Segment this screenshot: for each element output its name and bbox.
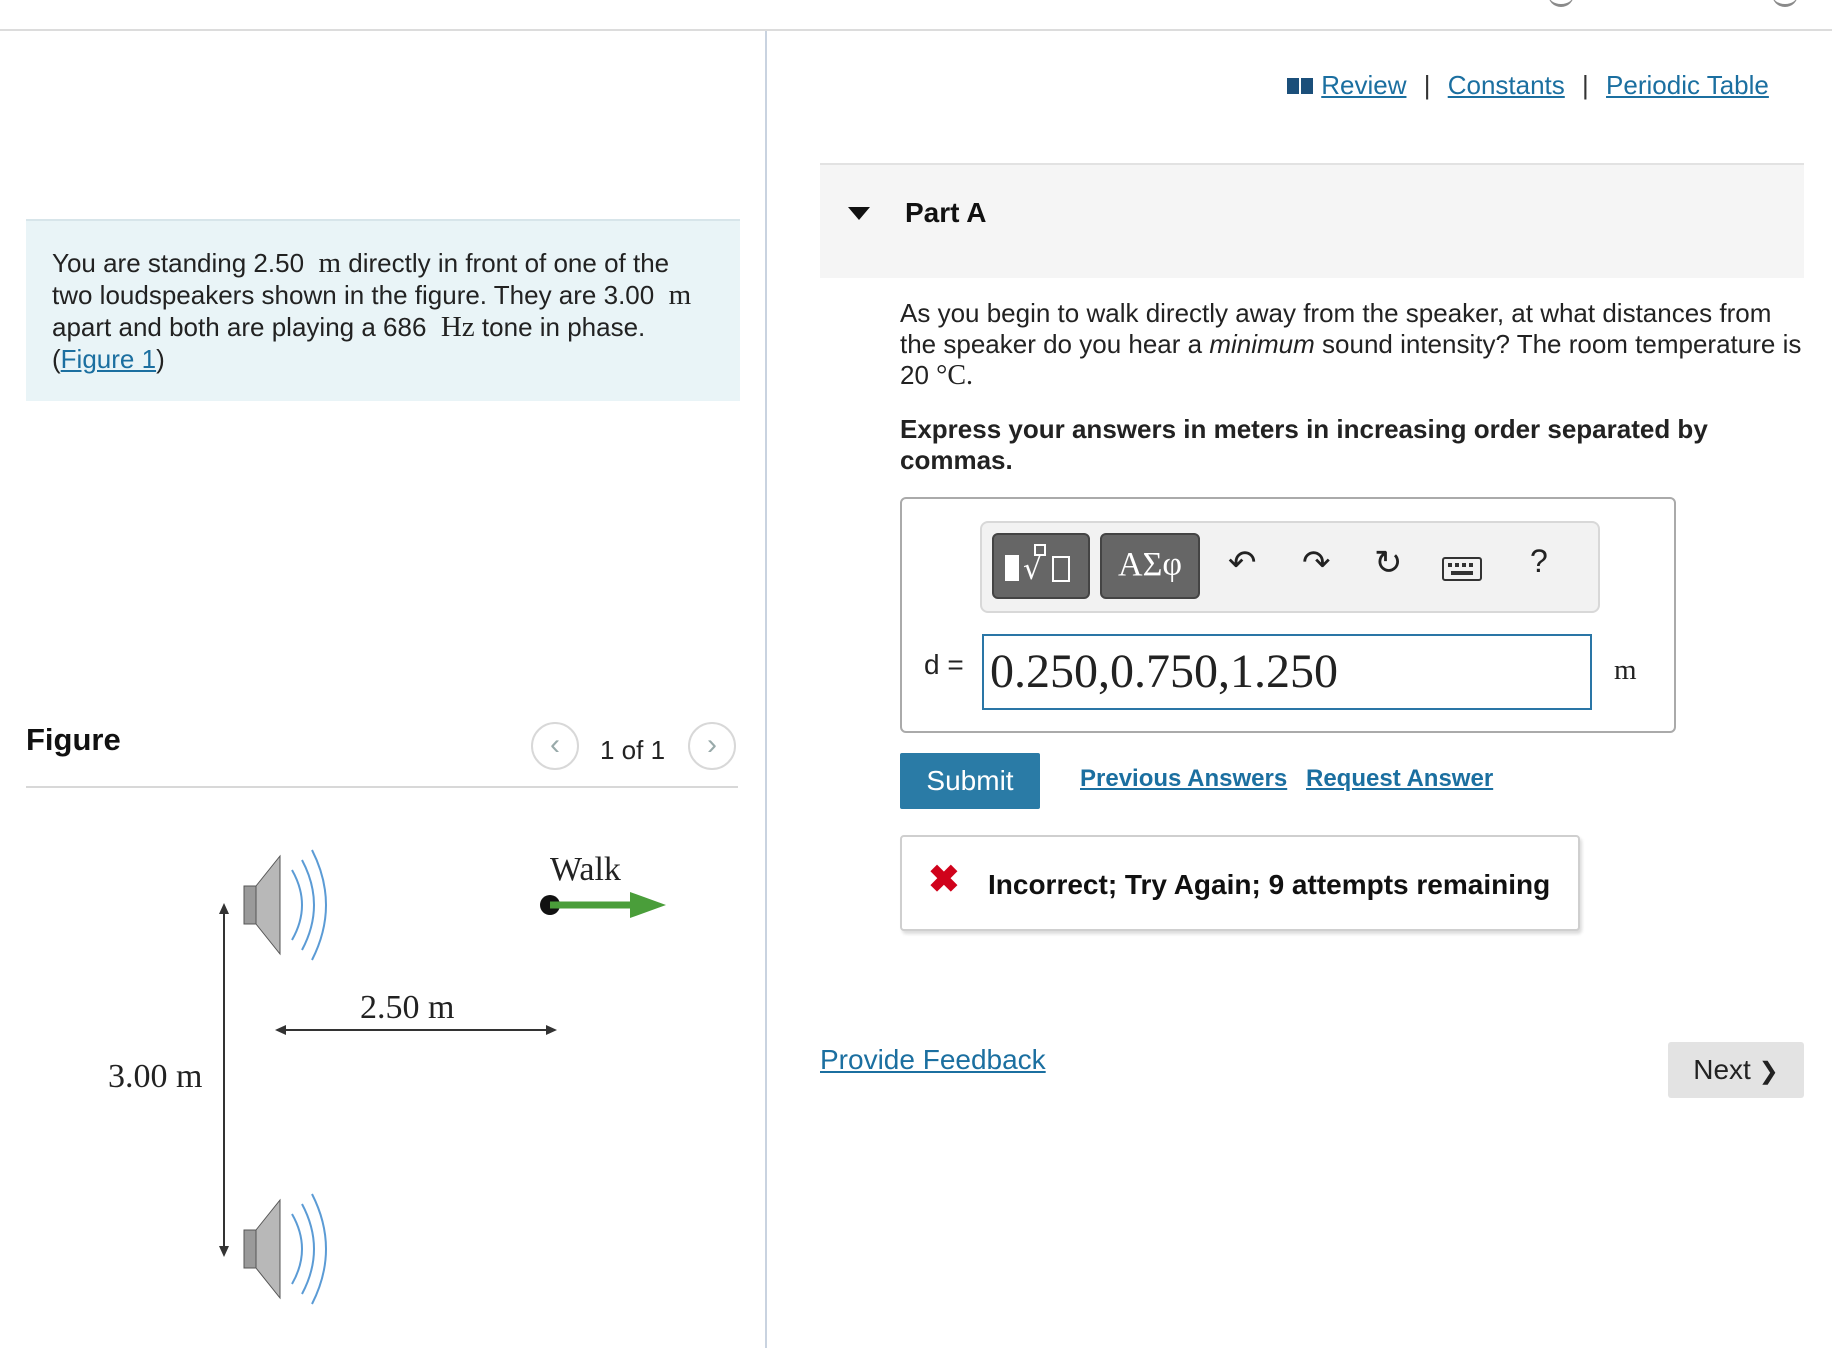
figure-link[interactable]: Figure 1 [60,344,157,374]
arrowhead [546,1025,557,1035]
figure-heading: Figure [26,722,121,757]
link-separator: | [1582,70,1589,100]
unit-hertz: Hz [440,311,475,343]
problem-text: tone in phase. ( [52,312,646,374]
chevron-right-icon: ❯ [1758,1058,1779,1085]
problem-text: You are standing 2.50 [52,248,305,278]
arrowhead [219,903,229,914]
part-a-header[interactable] [820,163,1804,278]
variable-label: d = [924,649,964,680]
problem-statement [26,219,740,401]
provide-feedback-link[interactable]: Provide Feedback [820,1044,1046,1075]
question-emphasis: minimum [1209,329,1315,359]
request-answer-link[interactable]: Request Answer [1306,765,1494,792]
review-link[interactable]: Review [1321,70,1407,100]
book-icon [1286,76,1314,96]
figure-diagram [26,800,726,1340]
resource-links [1286,70,1769,101]
keyboard-icon[interactable] [1442,557,1482,581]
figure-rule [26,786,738,788]
unit-meters: m [318,247,342,279]
submit-button[interactable]: Submit [900,753,1040,809]
speaker-icon [244,850,326,960]
caret-down-icon [848,207,870,220]
answer-unit: m [1614,654,1637,686]
reset-icon[interactable]: ↻ [1374,544,1403,582]
header-stub [1772,0,1798,7]
error-x-icon: ✖ [928,859,960,901]
unit-meters: m [668,279,692,311]
templates-icon [1001,541,1081,591]
arrowhead [219,1246,229,1257]
math-toolbar [980,521,1600,613]
redo-icon[interactable]: ↷ [1302,544,1331,582]
header-stub [1548,0,1574,7]
arrowhead [275,1025,286,1035]
answer-box [900,497,1676,733]
spacing-label: 3.00 m [108,1058,203,1095]
feedback-message [900,835,1580,931]
help-button[interactable]: ? [1530,543,1548,579]
answer-instructions: Express your answers in meters in increasing order separated by commas. [900,414,1708,475]
undo-icon[interactable]: ↶ [1228,544,1257,582]
arrowhead [630,892,666,918]
link-separator: | [1423,70,1431,100]
question-text [900,298,1810,391]
question-part: sound intensity? The room temperature is 20 [900,329,1802,390]
answer-input[interactable]: 0.250,0.750,1.250 [982,634,1592,710]
constants-link[interactable]: Constants [1447,70,1565,100]
unit-celsius: °C. [936,360,974,391]
header-rule [0,29,1832,31]
templates-button[interactable] [992,533,1090,599]
problem-text: apart and both are playing a 686 [52,312,427,342]
previous-answers-link[interactable]: Previous Answers [1080,765,1288,792]
feedback-text: Incorrect; Try Again; 9 attempts remaining [988,869,1551,900]
question-part: As you begin to walk directly away from the speaker, at what distances from the speaker do you hear a [900,298,1772,359]
figure-next-button[interactable] [688,722,736,770]
periodic-table-link[interactable]: Periodic Table [1606,70,1769,100]
next-label: Next [1693,1054,1751,1085]
walk-label: Walk [550,851,621,888]
figure-pager-label: 1 of 1 [600,735,666,765]
svg-text:√: √ [1023,552,1043,587]
distance-label: 2.50 m [360,989,455,1026]
part-title: Part A [905,197,987,228]
speaker-icon [244,1194,326,1304]
greek-symbols-button[interactable]: ΑΣφ [1100,533,1200,599]
problem-text: directly in front of one of the two loudspeakers shown in the figure. They are 3.00 [52,248,670,310]
panel-divider [765,31,767,1348]
figure-prev-button[interactable] [531,722,579,770]
chevron-left-icon: ‹ [550,728,560,761]
problem-text: ) [156,344,165,374]
chevron-right-icon: › [707,728,717,761]
next-button[interactable] [1668,1042,1804,1098]
